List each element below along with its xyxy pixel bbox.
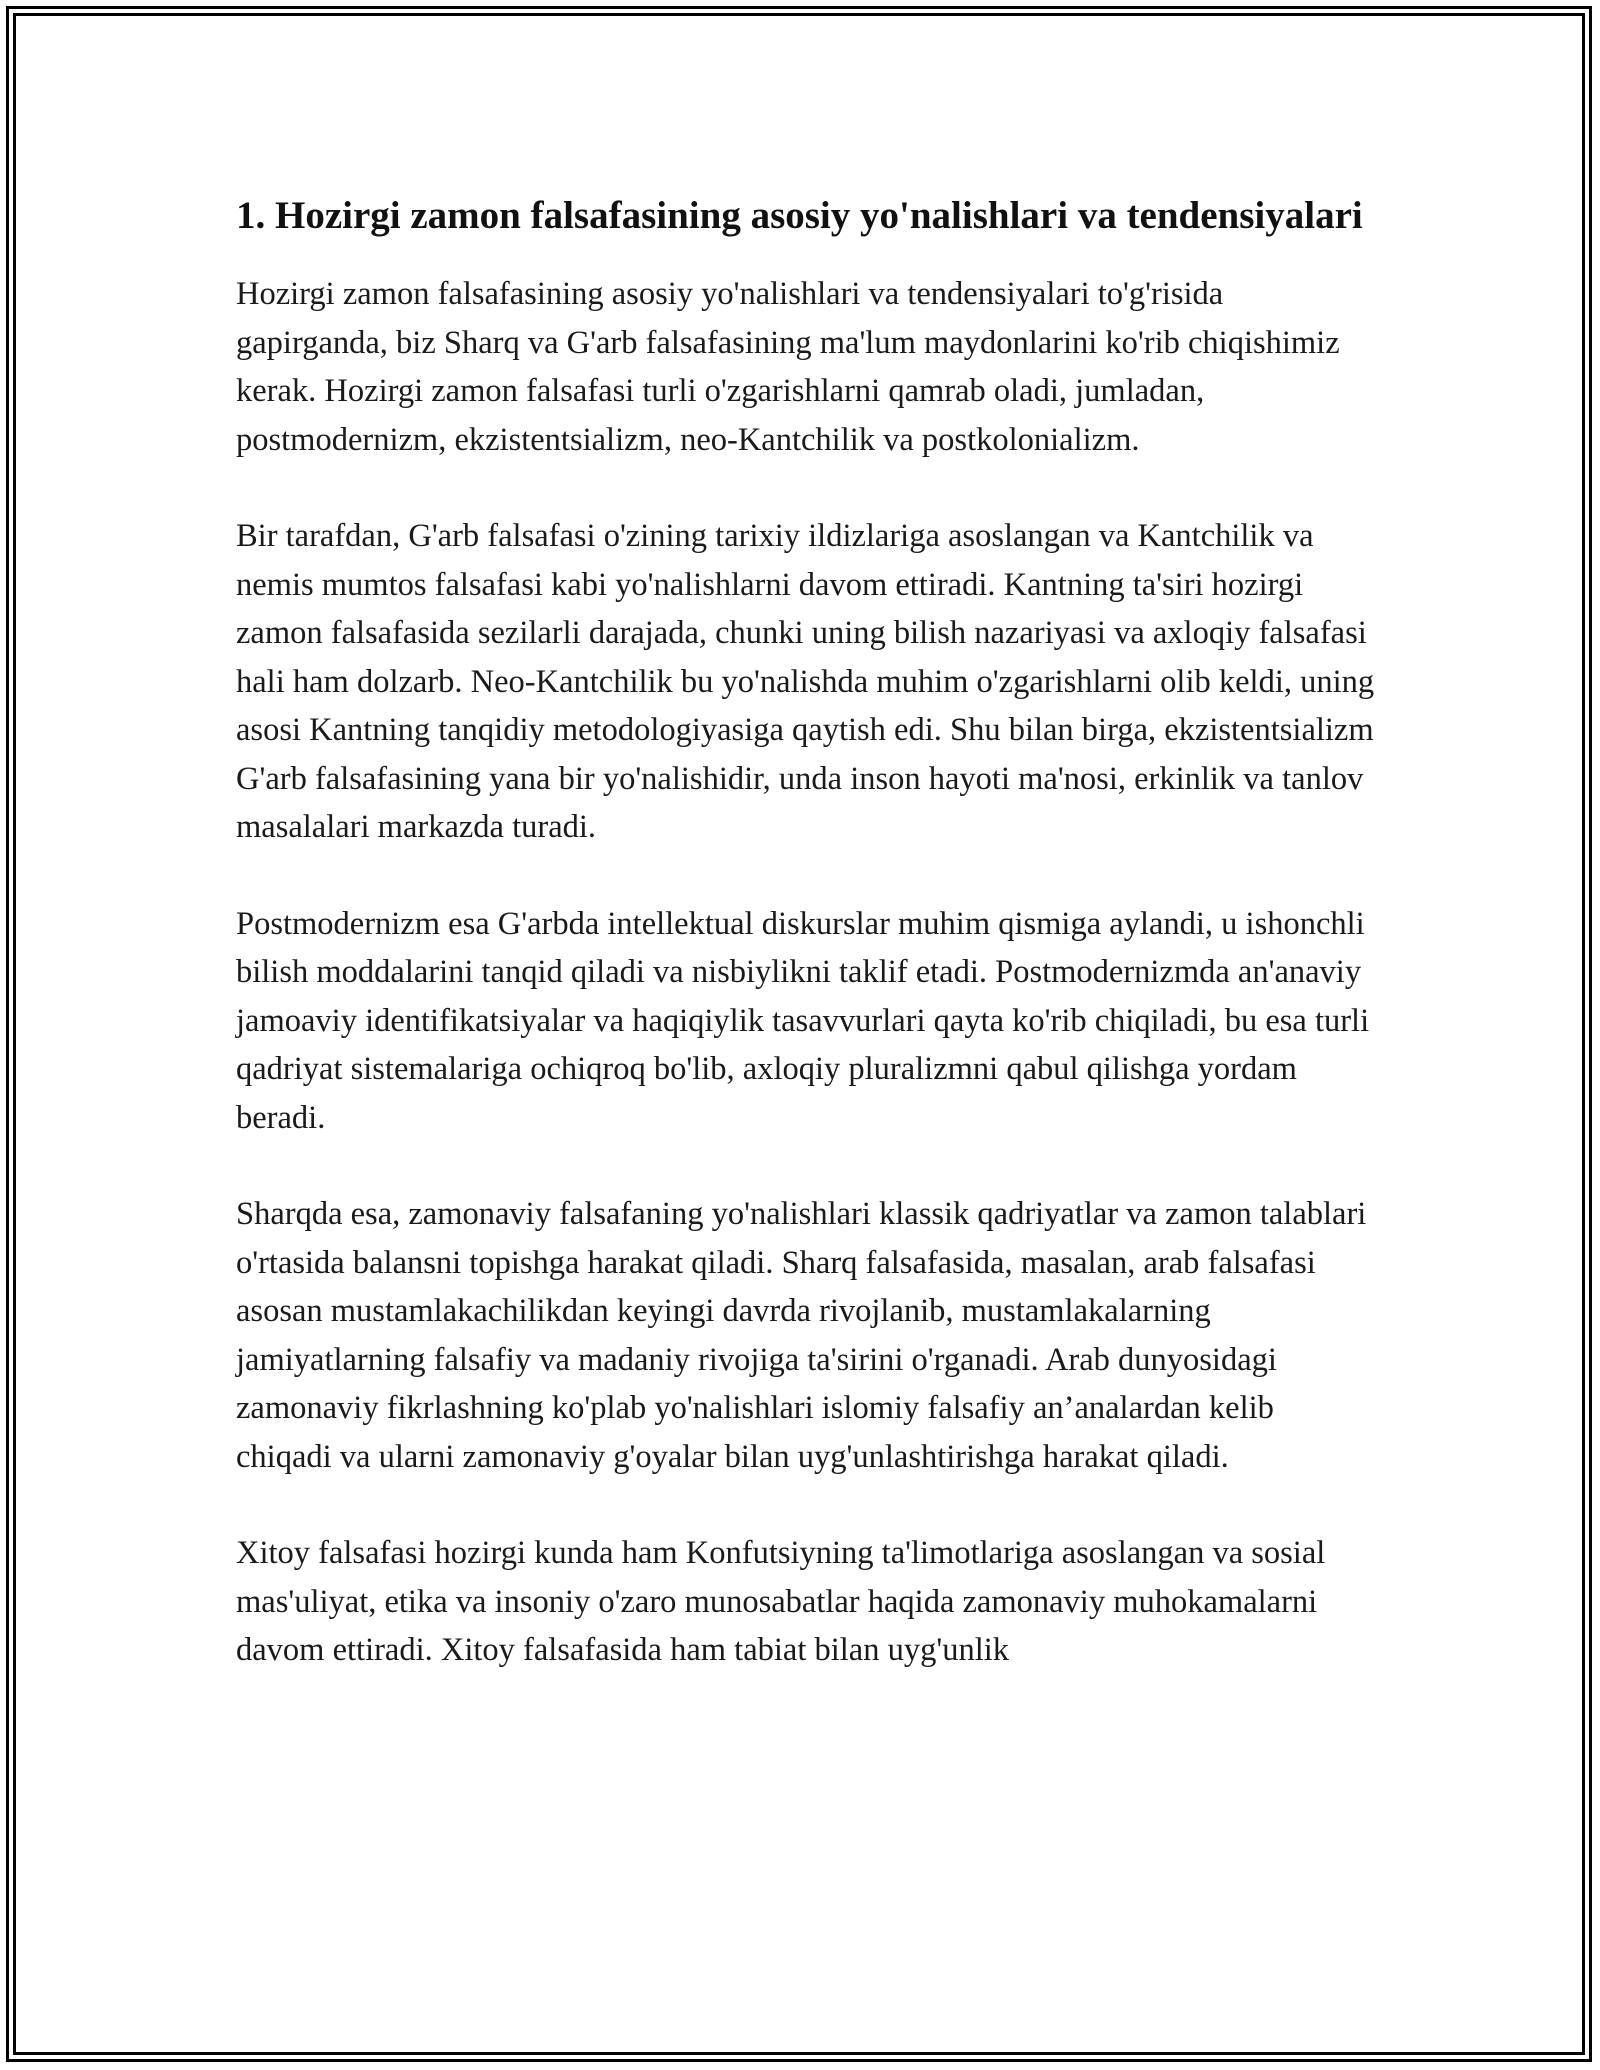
paragraph-4: Sharqda esa, zamonaviy falsafaning yo'nalishlari klassik qadriyatlar va zamon talablari o'rtasida balansni topishga harakat qiladi. Sharq falsafasida, masalan, arab falsafasi asosan mustamlakachilikdan keyingi davrda rivojlanib, mustamlakalarning jamiyatlarning falsafiy va madaniy rivojiga ta'sirini o'rganadi. Arab dunyosidagi zamonaviy fikrlashning ko'plab yo'nalishlari islomiy falsafiy an’analardan kelib chiqadi va ularni zamonaviy g'oyalar bilan uyg'unlashtirishga harakat qiladi. xyxy=(236,1196,1367,1475)
section-title: 1. Hozirgi zamon falsafasining asosiy yo'nalishlari va tendensiyalari xyxy=(236,194,1363,237)
paragraph-1: Hozirgi zamon falsafasining asosiy yo'nalishlari va tendensiyalari to'g'risida gapirganda, biz Sharq va G'arb falsafasining ma'lum maydonlarini ko'rib chiqishimiz kerak. Hozirgi zamon falsafasi turli o'zgarishlarni qamrab oladi, jumladan, postmodernizm, ekzistentsializm, neo-Kantchilik va postkolonializm. xyxy=(236,276,1340,458)
paragraph-2: Bir tarafdan, G'arb falsafasi o'zining tarixiy ildizlariga asoslangan va Kantchilik va nemis mumtos falsafasi kabi yo'nalishlarni davom ettiradi. Kantning ta'siri hozirgi zamon falsafasida sezilarli darajada, chunki uning bilish nazariyasi va axloqiy falsafasi hali ham dolzarb. Neo-Kantchilik bu yo'nalishda muhim o'zgarishlarni olib keldi, uning asosi Kantning tanqidiy metodologiyasiga qaytish edi. Shu bilan birga, ekzistentsializm G'arb falsafasining yana bir yo'nalishidir, unda inson hayoti ma'nosi, erkinlik va tanlov masalalari markazda turadi. xyxy=(236,518,1375,845)
paragraph-3: Postmodernizm esa G'arbda intellektual diskurslar muhim qismiga aylandi, u ishonchli bilish moddalarini tanqid qiladi va nisbiylikni taklif etadi. Postmodernizmda an'anaviy jamoaviy identifikatsiyalar va haqiqiylik tasavvurlari qayta ko'rib chiqiladi, bu esa turli qadriyat sistemalariga ochiqroq bo'lib, axloqiy pluralizmni qabul qilishga yordam beradi. xyxy=(236,905,1370,1136)
document-body xyxy=(236,188,1376,1723)
paragraph-5: Xitoy falsafasi hozirgi kunda ham Konfutsiyning ta'limotlariga asoslangan va sosial mas'uliyat, etika va insoniy o'zaro munosabatlar haqida zamonaviy muhokamalarni davom ettiradi. Xitoy falsafasida ham tabiat bilan uyg'unlik xyxy=(236,1535,1326,1668)
